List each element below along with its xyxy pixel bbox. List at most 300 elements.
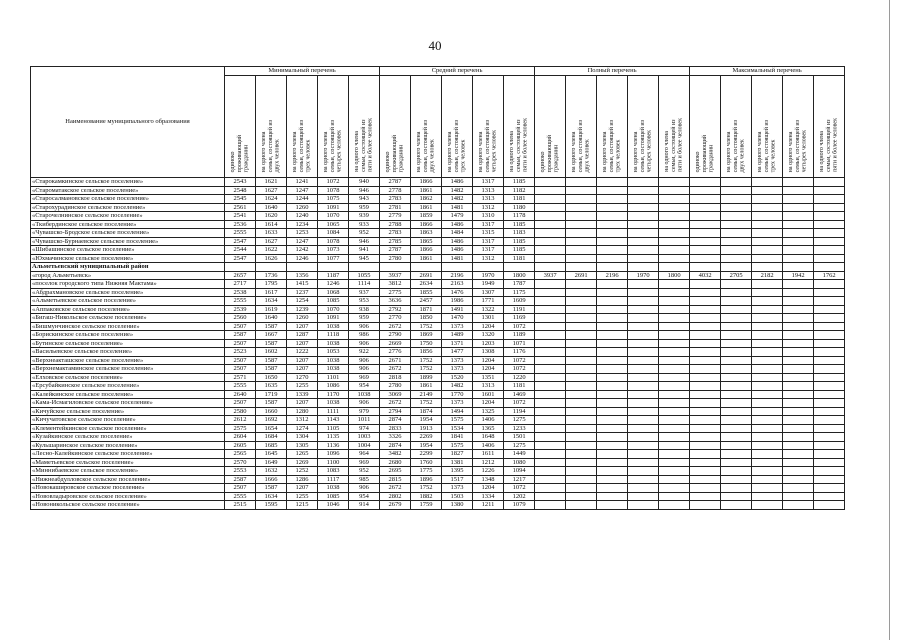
value-cell: 1078 [318,186,349,195]
value-cell [659,458,690,467]
sub-header-label: на одного члена семьи, состоящей из четырех человек [632,119,653,172]
value-cell [721,382,752,391]
value-cell: 1486 [442,237,473,246]
value-cell: 2299 [411,450,442,459]
value-cell [721,450,752,459]
value-cell [721,220,752,229]
value-cell [752,433,783,442]
value-cell: 1874 [411,407,442,416]
value-cell [566,237,597,246]
value-cell [597,246,628,255]
value-cell: 1086 [318,382,349,391]
value-cell [659,246,690,255]
sub-header-label: одиноко проживающий гражданин [539,134,560,172]
value-cell: 906 [349,484,380,493]
municipality-name: «Кичуйское сельское поселение» [31,407,225,416]
value-cell [597,484,628,493]
value-cell: 1180 [504,203,535,212]
value-cell [659,416,690,425]
value-cell: 1692 [256,416,287,425]
value-cell [690,220,721,229]
value-cell: 1632 [256,467,287,476]
value-cell: 1246 [318,280,349,289]
value-cell: 2507 [225,339,256,348]
value-cell: 1482 [442,186,473,195]
value-cell [659,263,690,272]
value-cell: 1182 [504,186,535,195]
value-cell [752,288,783,297]
value-cell: 933 [349,220,380,229]
value-cell [535,229,566,238]
value-cell [566,254,597,263]
value-cell: 1072 [504,365,535,374]
value-cell [442,263,473,272]
municipality-name: «Ерсубайкинское сельское поселение» [31,382,225,391]
sub-header-cell [442,76,473,178]
value-cell: 969 [349,458,380,467]
value-cell [535,314,566,323]
value-cell [659,203,690,212]
value-cell: 1865 [411,237,442,246]
value-cell [752,339,783,348]
value-cell [814,373,845,382]
value-cell: 941 [349,246,380,255]
value-cell: 1194 [504,407,535,416]
value-cell [752,178,783,187]
value-cell [783,305,814,314]
value-cell: 2672 [380,322,411,331]
value-cell [659,475,690,484]
sub-header-cell [535,76,566,178]
value-cell [659,314,690,323]
value-cell: 1752 [411,322,442,331]
value-cell [721,331,752,340]
municipality-name: «Бутинское сельское поселение» [31,339,225,348]
value-cell: 1135 [318,433,349,442]
table-row [31,407,845,416]
value-cell [659,450,690,459]
value-cell [752,441,783,450]
value-cell [721,390,752,399]
value-cell [535,280,566,289]
value-cell [690,186,721,195]
value-cell: 3326 [380,433,411,442]
value-cell [628,246,659,255]
value-cell: 1482 [442,382,473,391]
value-cell [597,305,628,314]
value-cell [690,331,721,340]
value-cell: 1217 [504,475,535,484]
value-cell: 1633 [256,229,287,238]
value-cell: 938 [349,305,380,314]
value-cell [783,458,814,467]
table-row [31,441,845,450]
value-cell: 1640 [256,203,287,212]
value-cell: 2604 [225,433,256,442]
value-cell: 2783 [380,229,411,238]
value-cell [721,305,752,314]
value-cell: 2787 [380,178,411,187]
value-cell: 1575 [442,441,473,450]
value-cell: 1601 [473,390,504,399]
municipality-name: «Нововладыровское сельское поселение» [31,492,225,501]
value-cell [628,390,659,399]
value-cell: 1222 [287,348,318,357]
value-cell [783,186,814,195]
value-cell: 1241 [287,178,318,187]
table-row [31,365,845,374]
value-cell [597,399,628,408]
sub-header-cell [690,76,721,178]
value-cell: 1207 [287,356,318,365]
sub-header-label: на одного члена семьи, состоящей из пяти и более человек [508,118,529,172]
value-cell [566,246,597,255]
value-cell: 2785 [380,237,411,246]
value-cell [628,433,659,442]
value-cell: 1207 [287,365,318,374]
value-cell: 2545 [225,195,256,204]
value-cell: 1178 [504,212,535,221]
sub-header-label: на одного члена семьи, состоящей из трех человек [291,119,312,172]
value-cell: 2672 [380,484,411,493]
value-cell: 2555 [225,492,256,501]
value-cell [535,458,566,467]
value-cell [659,424,690,433]
value-cell [628,348,659,357]
value-cell: 1270 [287,373,318,382]
value-cell [783,263,814,272]
value-cell [752,365,783,374]
value-cell: 1320 [473,331,504,340]
value-cell: 1486 [442,178,473,187]
value-cell [752,407,783,416]
value-cell: 1105 [318,424,349,433]
value-cell: 2874 [380,441,411,450]
value-cell: 2788 [380,220,411,229]
value-cell: 1065 [318,220,349,229]
value-cell: 1075 [318,195,349,204]
municipality-name: «Старочелнинское сельское поселение» [31,212,225,221]
value-cell [721,501,752,510]
sub-header-label: на одного члена семьи, состоящей из пяти и более человек [353,118,374,172]
value-cell: 2679 [380,501,411,510]
value-cell [566,390,597,399]
value-cell [659,373,690,382]
value-cell: 1207 [287,322,318,331]
page-number: 40 [428,38,442,53]
value-cell: 1072 [504,484,535,493]
value-cell [225,263,256,272]
value-cell [783,424,814,433]
value-cell: 1750 [411,339,442,348]
value-cell [690,373,721,382]
value-cell [752,467,783,476]
value-cell [535,288,566,297]
value-cell: 1204 [473,484,504,493]
value-cell [566,348,597,357]
sub-header-cell [597,76,628,178]
value-cell: 959 [349,314,380,323]
value-cell: 1855 [411,288,442,297]
value-cell [659,305,690,314]
value-cell: 2790 [380,331,411,340]
value-cell: 2833 [380,424,411,433]
municipality-name: «Старокамкинское сельское поселение» [31,178,225,187]
value-cell [690,356,721,365]
group-header-maximum: Максимальный перечень [690,67,845,76]
value-cell: 2780 [380,382,411,391]
value-cell: 1185 [504,220,535,229]
value-cell [628,416,659,425]
value-cell: 2587 [225,475,256,484]
municipality-name: «Лесно-Калейкинское сельское поселение» [31,450,225,459]
value-cell: 1038 [349,390,380,399]
municipality-name: «Юхмачинское сельское поселение» [31,254,225,263]
value-cell [690,178,721,187]
value-cell: 937 [349,288,380,297]
value-cell [566,450,597,459]
value-cell: 2553 [225,467,256,476]
value-cell [690,501,721,510]
value-cell: 2680 [380,458,411,467]
value-cell [628,237,659,246]
sub-header-cell [659,76,690,178]
value-cell: 2612 [225,416,256,425]
value-cell: 1373 [442,365,473,374]
table-row [31,424,845,433]
value-cell: 2779 [380,212,411,221]
value-cell [659,195,690,204]
value-cell [690,484,721,493]
value-cell: 1187 [318,271,349,280]
value-cell: 2507 [225,365,256,374]
value-cell [814,458,845,467]
value-cell [628,186,659,195]
sub-header-label: на одного члена семьи, состоящей из трех человек [756,119,777,172]
value-cell [628,450,659,459]
value-cell [814,484,845,493]
value-cell: 1587 [256,484,287,493]
value-cell [628,373,659,382]
value-cell [814,356,845,365]
value-cell [814,382,845,391]
value-cell: 2547 [225,254,256,263]
value-cell: 1038 [318,484,349,493]
value-cell: 1091 [318,314,349,323]
value-cell [659,390,690,399]
value-cell: 1072 [318,178,349,187]
value-cell [566,424,597,433]
value-cell [690,339,721,348]
value-cell [535,254,566,263]
value-cell: 1494 [442,407,473,416]
value-cell: 1313 [473,382,504,391]
value-cell [783,441,814,450]
value-cell [659,484,690,493]
municipality-name: «Маметьевское сельское поселение» [31,458,225,467]
value-cell [814,305,845,314]
value-cell [721,399,752,408]
value-cell: 1861 [411,382,442,391]
value-cell [597,339,628,348]
value-cell: 974 [349,424,380,433]
value-cell: 1313 [473,195,504,204]
value-cell [690,212,721,221]
value-cell [690,458,721,467]
value-cell [535,399,566,408]
value-cell [783,475,814,484]
value-cell: 1381 [442,458,473,467]
municipality-name: «Новокашировское сельское поселение» [31,484,225,493]
table-row [31,305,845,314]
value-cell: 1204 [473,356,504,365]
value-cell [566,195,597,204]
table-row [31,237,845,246]
value-cell [752,450,783,459]
value-cell [814,450,845,459]
value-cell: 1896 [411,475,442,484]
value-cell: 3069 [380,390,411,399]
value-cell: 1237 [287,288,318,297]
value-cell: 1175 [504,288,535,297]
value-cell [597,501,628,510]
value-cell: 1183 [504,229,535,238]
value-cell [783,220,814,229]
value-cell [783,365,814,374]
municipality-name: «Старосалмановское сельское поселение» [31,195,225,204]
value-cell: 1244 [287,195,318,204]
value-cell: 1356 [287,271,318,280]
value-cell: 1602 [256,348,287,357]
value-cell: 2587 [225,331,256,340]
value-cell: 1313 [473,186,504,195]
value-cell [690,433,721,442]
value-cell: 1233 [504,424,535,433]
value-cell: 1312 [287,416,318,425]
value-cell [783,254,814,263]
value-cell [628,229,659,238]
value-cell: 1117 [318,475,349,484]
sub-header-label: на одного члена семьи, состоящей из трех человек [601,119,622,172]
value-cell [752,305,783,314]
value-cell: 1247 [287,186,318,195]
table-row [31,501,845,510]
value-cell: 1899 [411,373,442,382]
value-cell [597,390,628,399]
value-cell [752,220,783,229]
municipality-name: «Ткибердинское сельское поселение» [31,220,225,229]
value-cell [535,322,566,331]
value-cell [721,407,752,416]
value-cell: 1771 [473,297,504,306]
value-cell: 1246 [287,254,318,263]
value-cell: 1226 [473,467,504,476]
value-cell: 2657 [225,271,256,280]
value-cell: 1265 [287,450,318,459]
value-cell [566,416,597,425]
value-cell [659,382,690,391]
value-cell: 2182 [752,271,783,280]
value-cell: 906 [349,356,380,365]
value-cell [783,348,814,357]
sub-header-cell [473,76,504,178]
value-cell: 1185 [504,246,535,255]
value-cell [597,475,628,484]
value-cell: 1204 [473,365,504,374]
value-cell [597,280,628,289]
value-cell [783,492,814,501]
value-cell [752,424,783,433]
district-row [31,263,845,272]
value-cell [783,331,814,340]
value-cell: 3636 [380,297,411,306]
value-cell: 922 [349,348,380,357]
value-cell: 1866 [411,220,442,229]
value-cell: 1469 [504,390,535,399]
value-cell: 1181 [504,195,535,204]
municipality-name: «Васильевское сельское поселение» [31,348,225,357]
value-cell: 1091 [318,203,349,212]
value-cell [566,484,597,493]
value-cell: 939 [349,212,380,221]
value-cell [566,433,597,442]
value-cell [783,416,814,425]
value-cell: 2815 [380,475,411,484]
value-cell: 1970 [628,271,659,280]
value-cell: 1317 [473,237,504,246]
sub-header-cell [721,76,752,178]
value-cell [566,263,597,272]
value-cell: 1351 [473,373,504,382]
value-cell: 964 [349,450,380,459]
value-cell: 2802 [380,492,411,501]
municipality-name: «Шибашинское сельское поселение» [31,246,225,255]
value-cell: 1011 [349,416,380,425]
value-cell [566,229,597,238]
table-row [31,339,845,348]
value-cell: 1003 [349,433,380,442]
value-cell [566,288,597,297]
value-cell [597,382,628,391]
value-cell: 1501 [504,433,535,442]
municipality-name: «Верхнемактаминское сельское поселение» [31,365,225,374]
value-cell: 1136 [318,441,349,450]
value-cell [566,441,597,450]
value-cell: 2269 [411,433,442,442]
value-cell [535,186,566,195]
value-cell: 1207 [287,399,318,408]
value-cell: 1114 [349,280,380,289]
value-cell [628,441,659,450]
value-cell [752,203,783,212]
value-cell: 1866 [411,246,442,255]
value-cell [535,407,566,416]
value-cell: 2776 [380,348,411,357]
value-cell [628,263,659,272]
value-cell [597,195,628,204]
value-cell [752,390,783,399]
value-cell: 1220 [504,373,535,382]
value-cell [535,263,566,272]
value-cell: 1317 [473,220,504,229]
value-cell: 914 [349,501,380,510]
value-cell [721,297,752,306]
value-cell: 2539 [225,305,256,314]
value-cell [721,263,752,272]
value-cell [783,407,814,416]
value-cell [535,178,566,187]
value-cell: 1085 [318,492,349,501]
